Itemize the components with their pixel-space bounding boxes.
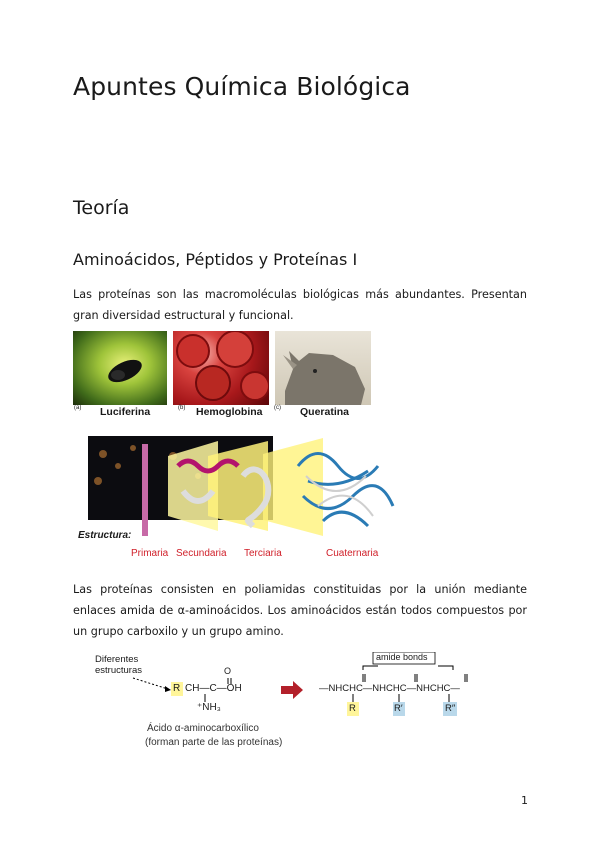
level-secondary: Secundaria	[176, 548, 227, 559]
level-tertiary: Terciaria	[244, 548, 282, 559]
residue-r3: R″	[445, 703, 456, 714]
caption-queratina: (c) Queratina	[274, 405, 350, 418]
paragraph-intro: Las proteínas son las macromoléculas biológicas más abundantes. Presentan gran diversidad estructural y funcional.	[73, 288, 527, 322]
reaction-caption-line2: (forman parte de las proteínas)	[145, 737, 283, 748]
left-chain: CH—C—OH	[185, 683, 242, 694]
firefly-icon	[73, 331, 167, 405]
section-heading: Teoría	[73, 197, 130, 219]
rhino-icon	[275, 331, 371, 405]
peptide-chain: —NHCHC—NHCHC—NHCHC—	[319, 683, 460, 694]
subsection-heading: Aminoácidos, Péptidos y Proteínas I	[73, 250, 358, 269]
r-group: R	[173, 683, 181, 694]
primary-chain	[142, 444, 148, 536]
caption-hemoglobina: (b) Hemoglobina	[178, 405, 263, 418]
carbonyl-o: O	[224, 666, 232, 676]
page-number: 1	[521, 794, 528, 807]
level-quaternary: Cuaternaria	[326, 548, 379, 559]
amine-group: ⁺NH₃	[197, 702, 221, 713]
blood-cells-photo	[173, 331, 269, 405]
reaction-caption-line1: Ácido α-aminocarboxílico	[147, 723, 259, 734]
level-primary: Primaria	[131, 548, 169, 559]
blood-cells-icon	[173, 331, 269, 405]
rhino-photo	[275, 331, 371, 405]
amide-bonds-label: amide bonds	[376, 652, 428, 662]
residue-r2: R′	[394, 703, 403, 714]
protein-structure-figure	[78, 436, 398, 562]
paragraph-polyamides: Las proteínas consisten en poliamidas constituidas por la unión mediante enlaces amida de α-aminoácidos. Los aminoácidos están todos compuestos por un grupo carboxilo y un grupo amino.	[73, 583, 527, 638]
residue-r1: R	[349, 703, 356, 714]
document-title: Apuntes Química Biológica	[73, 72, 411, 101]
note-different-structures: Diferentes estructuras	[95, 654, 142, 676]
caption-luciferina: (a) Luciferina	[74, 405, 151, 418]
structure-label: Estructura:	[78, 530, 132, 541]
firefly-photo	[73, 331, 167, 405]
